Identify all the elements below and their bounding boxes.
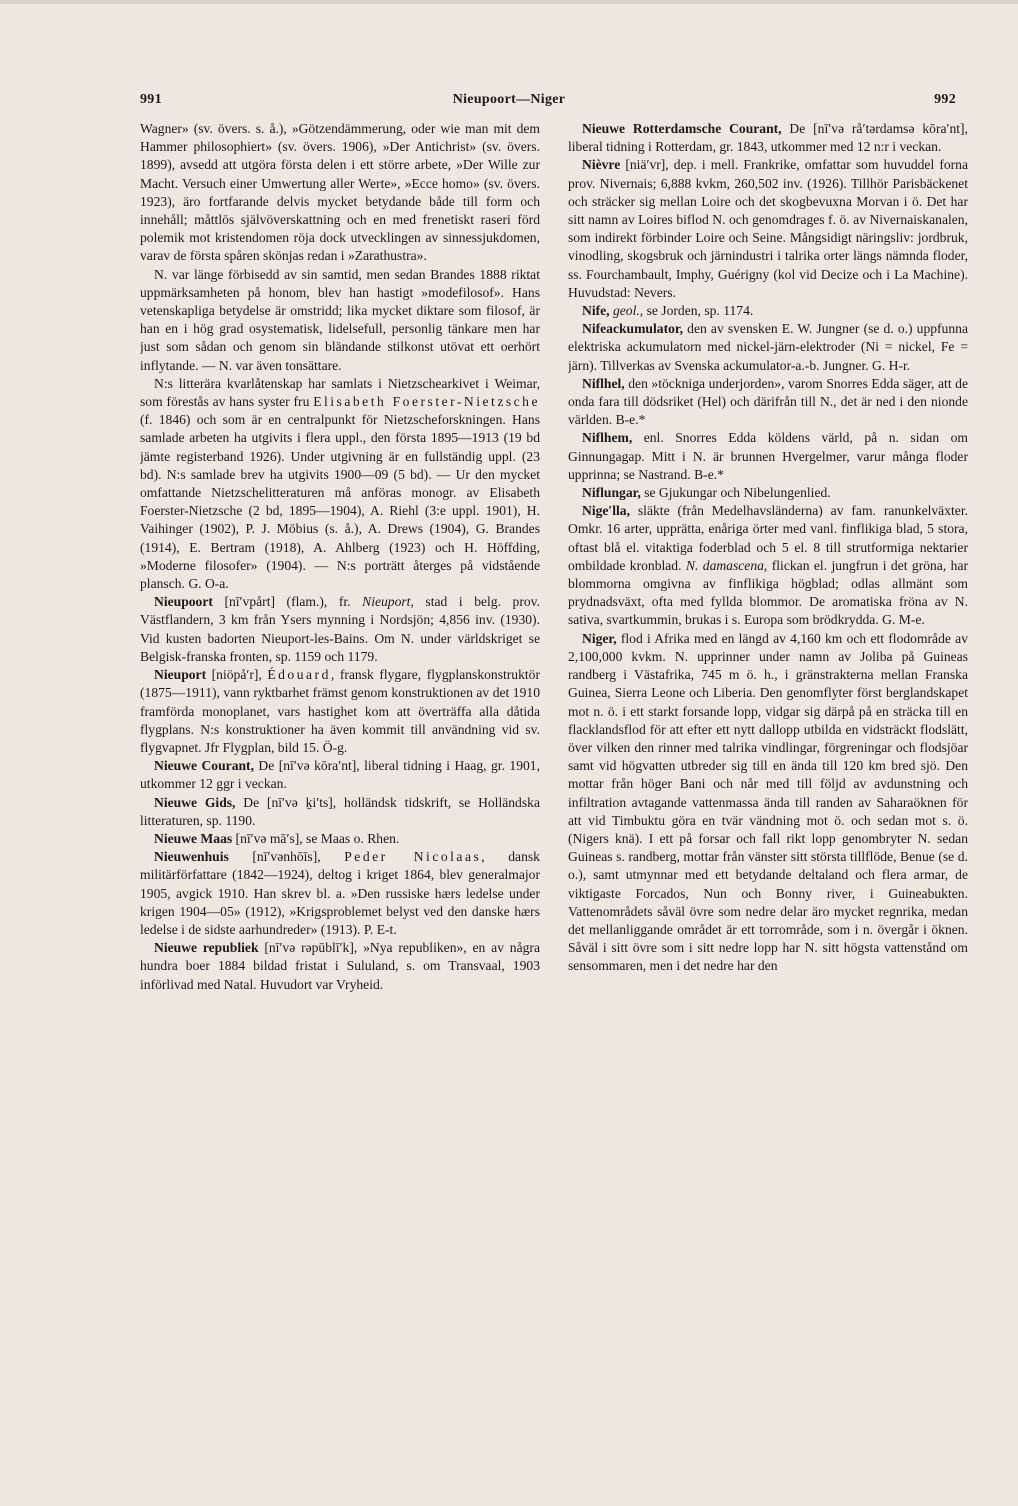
entry-text: se Jorden, sp. 1174.: [643, 303, 754, 319]
spaced-name: Peder Nicolaas: [344, 849, 482, 865]
italic-term: geol.,: [612, 303, 644, 319]
entry-text: stad i belg. prov. Västflandern, 3 km från Ysers mynning i Nordsjön; 4,856 inv. (1930). Vid kusten badorten Nieuport-les-Bains. Om N. under världskriget se Belgisk-franska fronten, sp. 1159 och 1179.: [140, 594, 540, 664]
entry-paragraph: [568, 156, 968, 302]
entry-text: De [nī′və rå′tərdamsə kōra′nt], liberal tidning i Rotterdam, gr. 1843, utkommer med 12 n:r i veckan.: [568, 121, 968, 155]
body-paragraph: [140, 120, 540, 266]
page-top-edge: [0, 0, 1018, 4]
entry-headword: Nieuwe Gids,: [154, 794, 236, 810]
entry-text: [niöpå′r],: [206, 667, 268, 683]
entry-headword: Nieuwe Rotterdamsche Courant,: [582, 121, 782, 136]
entry-paragraph: [140, 848, 540, 939]
right-column: [568, 120, 968, 1400]
entry-text: N. var länge förbisedd av sin samtid, men sedan Brandes 1888 riktat uppmärksamheten på honom, blev han hastigt »modefilosof». Hans vetenskapliga betydelse är omstridd; lika mycket diktare som filosof, är han en i hög grad osystematisk, lidelsefull, personlig tänkare men har just som sådan och genom sin bländande stilkonst utövat ett oerhört inflytande. — N. var även tonsättare.: [140, 266, 540, 373]
entry-headword: Nige′lla,: [582, 503, 630, 519]
entry-headword: Nieuwenhuis: [154, 849, 229, 865]
entry-text: , dansk militärförfattare (1842—1924), deltog i kriget 1864, blev generalmajor 1905, avgick 1910. Han skrev bl. a. »Den russiske hærs ledelse under krigen 1904—05» (1912), »Krigsproblemet belyst ved den danske hærs ledelse i de sidste aarhundreder» (1913).: [140, 849, 540, 937]
entry-headword: Nieuwe Maas: [154, 830, 233, 846]
entry-text: N:s litterära kvarlåtenskap har samlats i Nietzschearkivet i Weimar, som förestås av hans syster fru: [140, 375, 540, 410]
entry-text: De [nī′və ḵi′ts], holländsk tidskrift, se Holländska litteraturen, sp. 1190.: [140, 794, 540, 828]
left-column: [140, 120, 540, 1400]
running-title: Nieupoort—Niger: [452, 92, 566, 107]
entry-paragraph: [140, 666, 540, 757]
entry-text: Wagner» (sv. övers. s. å.), »Götzendämmerung, oder wie man mit dem Hammer philosophiert» (sv. övers. 1906), »Der Antichrist» (sv. övers. 1899), avsedd att utgöra första delen i ett större arbete, »Der Wille zur Macht. Versuch einer Umwertung aller Werte», »Ecce homo» (sv. övers. 1923), äro fortfarande delvis mycket betydande både till form och innehåll; måttlös självöverskattning och en med frenetiskt raseri förd polemik mot kristendomen röja dock utvecklingen av sinnessjukdomen, varav de första spåren skönjas redan i »Zarathustra».: [140, 121, 540, 264]
author-signature: B-e.*: [694, 466, 724, 482]
entry-text: [nī′vənhōīs],: [228, 849, 345, 865]
entry-paragraph: [140, 794, 540, 830]
entry-text: den »töckniga underjorden», varom Snorres Edda säger, att de onda fara till dödsriket (Hel) och därifrån till N., det är ned i den nionde världen.: [568, 375, 968, 428]
entry-text: släkte (från Medelhavsländerna) av fam. ranunkelväxter. Omkr. 16 arter, upprätta, enåriga örter med vanl. finflikiga blad, 5 stora, oftast blå el. vitaktiga foderblad och 5 el. 8 till strutformiga nektarier ombildade kronblad.: [568, 503, 968, 573]
entry-headword: Niflhel,: [582, 375, 625, 391]
entry-headword: Niflhem,: [582, 430, 633, 446]
italic-term: N. damascena,: [685, 557, 768, 573]
entry-text: [nī′və mā′s], se Maas o. Rhen.: [232, 830, 400, 846]
entry-headword: Niflungar,: [582, 485, 641, 501]
page-number-right: 992: [934, 92, 956, 107]
entry-headword: Niger,: [582, 630, 617, 646]
entry-paragraph: [568, 630, 968, 976]
entry-paragraph: [140, 593, 540, 666]
entry-text: enl. Snorres Edda köldens värld, på n. sidan om Ginnungagap. Mitt i N. är brunnen Hvergelmer, varur många floder upprinna; se Nastrand.: [568, 430, 968, 482]
spaced-name: Elisabeth Foerster-Nietzsche: [313, 394, 540, 410]
author-signature: G. O-a.: [188, 576, 229, 592]
entry-headword: Nieuwe Courant,: [154, 758, 254, 774]
entry-headword: Nieupoort: [154, 594, 213, 610]
entry-text: [nī′və rəpūblī′k], »Nya republiken», en av några hundra boer 1884 bildad fristat i Sululand, s. om Transvaal, 1903 införlivad med Natal. Huvudort var Vryheid.: [140, 940, 540, 992]
spaced-name: Édouard: [267, 667, 331, 683]
entry-text: (f. 1846) och som är en centralpunkt för Nietzscheforskningen. Hans samlade arbeten ha utgivits i flera uppl., den första 1895—1913 (19 bd jämte registerband 1926). Under utgivning är en fullständig uppl. (23 bd). N:s samlade brev ha utgivits 1900—09 (5 bd). — Ur den mycket omfattande Nietzschelitteraturen må anföras monogr. av Elisabeth Foerster-Nietzsche (2 bd, 1895—1904), A. Riehl (3:e uppl. 1901), H. Vaihinger (1902), P. J. Möbius (s. å.), A. Drews (1904), G. Brandes (1914), E. Bertram (1918), A. Ahlberg (1923) och H. Höffding, »Moderne filosofer» (1904). — N:s porträtt återges på vidstående plansch.: [140, 412, 540, 592]
entry-headword: Nieuwe republiek: [154, 940, 259, 956]
entry-text: flod i Afrika med en längd av 4,160 km och ett flodområde av 2,100,000 kvkm. N. upprinner under namn av Joliba på Guineas randberg i Västafrika, 745 m ö. h., i gränstrakterna mellan Franska Guinea, Sierra Leone och Liberia. Den genomflyter först berglandskapet mot n. ö. i ett starkt forsande lopp, vidgar sig därpå på en sträcka till en flacklandsflod för att efter ett nytt dallopp utbilda en vidsträckt flodslätt, över vilken den rinner med talrika vindlingar, förgreningar och flodsjöar samt vid högvatten utbreder sig till en ända till 120 km bred sjö. Den mottar från höger Bani och når med till följd av avdunstning och infiltration avtagande vattenmassa ända till randen av Saharaöknen för att vid Timbuktu göra en tvär vändning mot ö. och sedan mot s. ö. (Nigers knä). I ett på forsar och fall rikt lopp genombryter N. sedan Guineas s. randberg, mottar från vänster sitt största tillflöde, Benue (se d. o.), samt utmynnar med ett betydande deltaland och flera armar, de viktigaste Forcados, Nun och Bonny river, i Guineabukten. Vattenområdets såväl övre som nedre delar äro mycket regnrika, medan det mellanliggande området är ett torrområde, som i n. övergår i öknen. Såväl i sitt övre som i sitt nedre lopp har N. sitt högsta vattenstånd om sensommaren, men i det nedre har den: [568, 630, 968, 974]
entry-headword: Nife,: [582, 303, 610, 319]
entry-paragraph: [140, 830, 540, 848]
entry-paragraph: [568, 502, 968, 629]
entry-paragraph: [568, 320, 968, 375]
entry-headword: Nièvre: [582, 157, 621, 173]
entry-paragraph: [568, 375, 968, 430]
body-paragraph: [140, 266, 540, 375]
entry-paragraph: [140, 939, 540, 994]
entry-text: De [nī′və kōra′nt], liberal tidning i Haag, gr. 1901, utkommer 12 ggr i veckan.: [140, 758, 540, 792]
author-signature: P. E-t.: [363, 921, 397, 937]
entry-headword: Nifeackumulator,: [582, 321, 684, 337]
entry-paragraph: [568, 484, 968, 502]
entry-paragraph: [568, 302, 968, 320]
entry-text: se Gjukungar och Nibelungenlied.: [640, 485, 831, 501]
italic-term: Nieuport,: [362, 594, 414, 610]
entry-paragraph: [568, 429, 968, 484]
entry-paragraph: [568, 120, 968, 156]
entry-text: den av svensken E. W. Jungner (se d. o.) uppfunna elektriska ackumulatorn med nickel-järn-elektroder (Ni = nickel, Fe = järn). Tillverkas av Svenska ackumulator-a.-b. Jungner.: [568, 321, 968, 373]
entry-text: [nī′vpårt] (flam.), fr.: [212, 594, 363, 610]
entry-text: [niä′vr], dep. i mell. Frankrike, omfattar som huvuddel forna prov. Nivernais; 6,888 kvkm, 260,502 inv. (1926). Tillhör Parisbäckenet och sträcker sig mellan Loire och det skogbevuxna Morvan i ö. Det har sitt namn av Loires biflod N. och genomdrages f. ö. av Nivernaiskanalen, som indirekt förbinder Loire och Seine. Mångsidigt näringsliv: jordbruk, vinodling, skogsbruk och järnindustri i talrika orter längs nämnda floder, ss. Fourchambault, Imphy, Guérigny (kol vid Decize och i La Machine). Huvudstad: Nevers.: [568, 157, 968, 300]
author-signature: G. H-r.: [872, 357, 911, 373]
body-paragraph: [140, 375, 540, 593]
entry-paragraph: [140, 757, 540, 793]
entry-headword: Nieuport: [154, 667, 207, 683]
entry-text: , fransk flygare, flygplanskonstruktör (1875—1911), vann ryktbarhet främst genom konstruktionen av det 1910 framförda monoplanet, vars hastighet kom att överträffa alla dåtida flygplans. N:s konstruktioner ha även kommit till användning vid sv. flygvapnet. Jfr Flygplan, bild 15.: [140, 667, 540, 755]
author-signature: G. M-e.: [882, 612, 925, 628]
author-signature: B-e.*: [615, 412, 646, 428]
author-signature: Ö-g.: [322, 739, 348, 755]
page-number-left: 991: [140, 92, 162, 107]
entry-text: flickan el. jungfrun i det gröna, har blommorna omgivna av finflikiga högblad; odlas allmänt som prydnadsväxt, ofta med fyllda blommor. De aromatiska fröna av N. sativa, svartkummin, brukas i s. Europa som brödkrydda.: [568, 557, 968, 628]
